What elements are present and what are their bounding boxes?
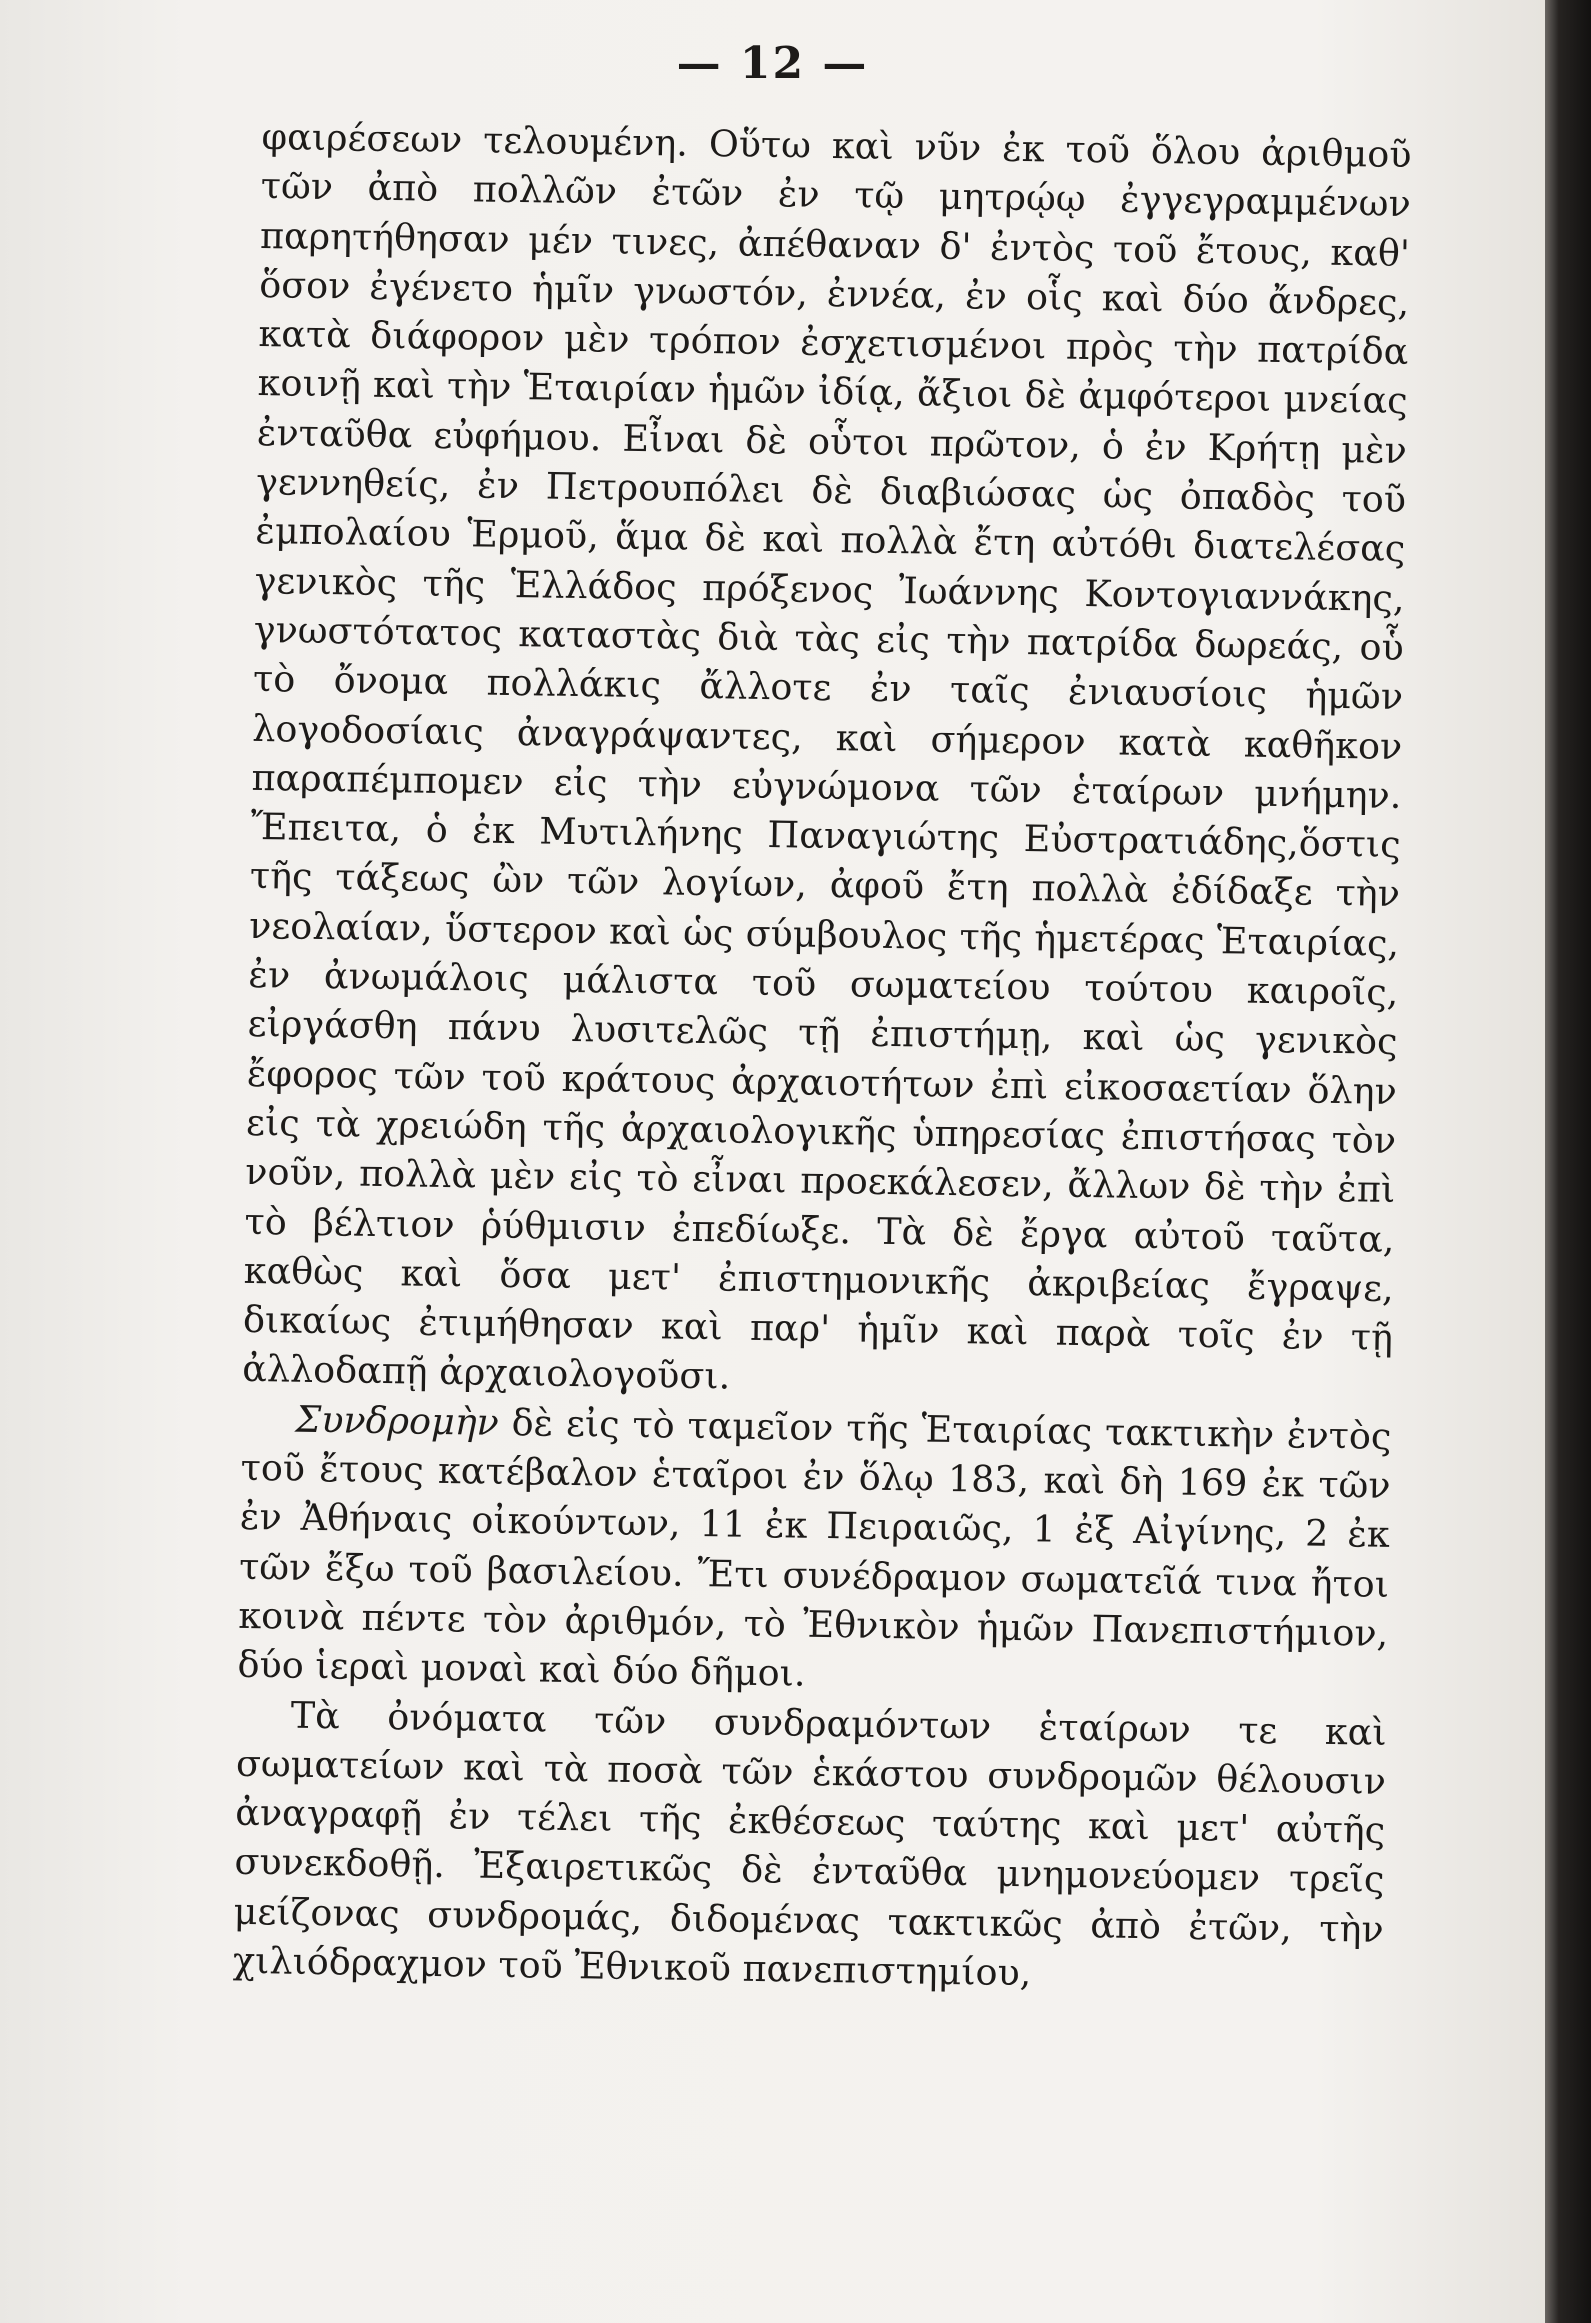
- paragraph-lead-word: Συνδρομὴν: [295, 1397, 500, 1444]
- paragraph: [237, 1394, 1392, 1708]
- book-spine-shadow: [1545, 0, 1591, 2323]
- paragraph-text: φαιρέσεων τελουμένη. Οὕτω καὶ νῦν ἐκ τοῦ ὅλου ἀριθμοῦ τῶν ἀπὸ πολλῶν ἐτῶν ἐν τῷ μητρῴῳ ἐγγεγραμμένων παρητήθησαν μέν τινες, ἀπέθαναν δ' ἐντὸς τοῦ ἔτους, καθ' ὅσον ἐγένετο ἡμῖν γνωστόν, ἐννέα, ἐν οἷς καὶ δύο ἄνδρες, κατὰ διάφορον μὲν τρόπον ἐσχετισμένοι πρὸς τὴν πατρίδα κοινῇ καὶ τὴν Ἑταιρίαν ἡμῶν ἰδίᾳ, ἄξιοι δὲ ἀμφότεροι μνείας ἐνταῦθα εὐφήμου. Εἶναι δὲ οὗτοι πρῶτον, ὁ ἐν Κρήτῃ μὲν γεννηθείς, ἐν Πετρουπόλει δὲ διαβιώσας ὡς ὀπαδὸς τοῦ ἐμπολαίου Ἑρμοῦ, ἅμα δὲ καὶ πολλὰ ἔτη αὐτόθι διατελέσας γενικὸς τῆς Ἑλλάδος πρόξενος Ἰωάννης Κοντογιαννάκης, γνωστότατος καταστὰς διὰ τὰς εἰς τὴν πατρίδα δωρεάς, οὗ τὸ ὄνομα πολλάκις ἄλλοτε ἐν ταῖς ἐνιαυσίοις ἡμῶν λογοδοσίαις ἀναγράψαντες, καὶ σήμερον κατὰ καθῆκον παραπέμπομεν εἰς τὴν εὐγνώμονα τῶν ἑταίρων μνήμην. Ἔπειτα, ὁ ἐκ Μυτιλήνης Παναγιώτης Εὐστρατιάδης,ὅστις τῆς τάξεως ὢν τῶν λογίων, ἀφοῦ ἔτη πολλὰ ἐδίδαξε τὴν νεολαίαν, ὕστερον καὶ ὡς σύμβουλος τῆς ἡμετέρας Ἑταιρίας, ἐν ἀνωμάλοις μάλιστα τοῦ σωματείου τούτου καιροῖς, εἰργάσθη πάνυ λυσιτελῶς τῇ ἐπιστήμῃ, καὶ ὡς γενικὸς ἔφορος τῶν τοῦ κράτους ἀρχαιοτήτων ἐπὶ εἰκοσαετίαν ὅλην εἰς τὰ χρειώδη τῆς ἀρχαιολογικῆς ὑπηρεσίας ἐπιστήσας τὸν νοῦν, πολλὰ μὲν εἰς τὸ εἶναι προεκάλεσεν, ἄλλων δὲ τὴν ἐπὶ τὸ βέλτιον ῥύθμισιν ἐπεδίωξε. Τὰ δὲ ἔργα αὐτοῦ ταῦτα, καθὼς καὶ ὅσα μετ' ἐπιστημονικῆς ἀκριβείας ἔγραψε, δικαίως ἐτιμήθησαν καὶ παρ' ἡμῖν καὶ παρὰ τοῖς ἐν τῇ ἀλλοδαπῇ ἀρχαιολογοῦσι.: [241, 114, 1412, 1398]
- paragraph-text: δὲ εἰς τὸ ταμεῖον τῆς Ἑταιρίας τακτικὴν ἐντὸς τοῦ ἔτους κατέβαλον ἑταῖροι ἐν ὅλῳ 183, καὶ δὴ 169 ἐκ τῶν ἐν Ἀθήναις οἰκούντων, 11 ἐκ Πειραιῶς, 1 ἐξ Αἰγίνης, 2 ἐκ τῶν ἔξω τοῦ βασιλείου. Ἔτι συνέδραμον σωματεῖά τινα ἤτοι κοινὰ πέντε τὸν ἀριθμόν, τὸ Ἐθνικὸν ἡμῶν Πανεπιστήμιον, δύο ἱεραὶ μοναὶ καὶ δύο δῆμοι.: [237, 1400, 1392, 1695]
- body-text: [233, 112, 1412, 2003]
- page-number: — 12 —: [676, 38, 869, 89]
- paragraph: [233, 1689, 1388, 2003]
- paragraph: [242, 112, 1412, 1412]
- paragraph-text: Τὰ ὀνόματα τῶν συνδραμόντων ἑταίρων τε καὶ σωματείων καὶ τὰ ποσὰ τῶν ἑκάστου συνδρομῶν θέλουσιν ἀναγραφῇ ἐν τέλει τῆς ἐκθέσεως ταύτης καὶ μετ' αὐτῆς συνεκδοθῇ. Ἐξαιρετικῶς δὲ ἐνταῦθα μνημονεύομεν τρεῖς μείζονας συνδρομάς, διδομένας τακτικῶς ἀπὸ ἐτῶν, τὴν χιλιόδραχμον τοῦ Ἐθνικοῦ πανεπιστημίου,: [232, 1693, 1388, 1995]
